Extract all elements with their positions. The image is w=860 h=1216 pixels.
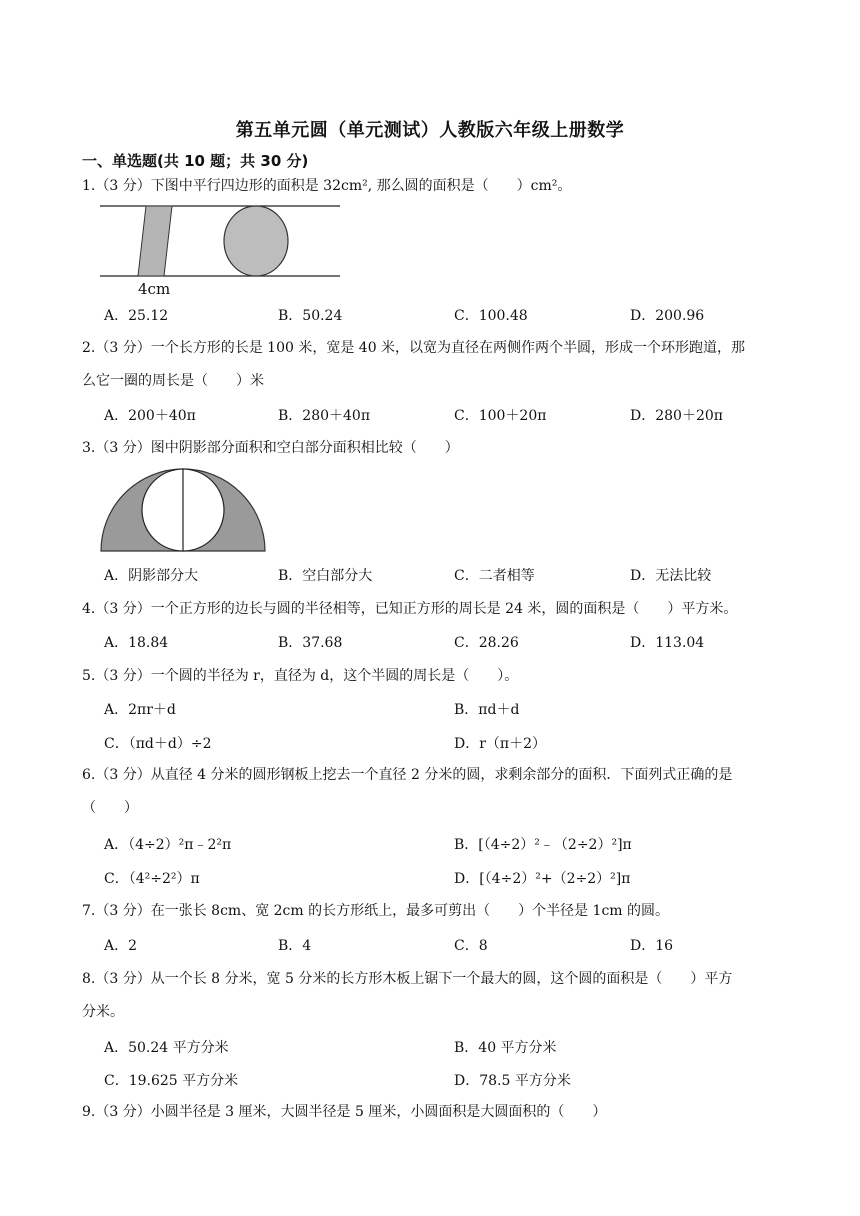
section-heading: 一、单选题(共 10 题；共 30 分) <box>82 152 309 170</box>
question-5-stem: 5.（3 分）一个圆的半径为 r，直径为 d，这个半圆的周长是（ ）。 <box>82 668 519 684</box>
question-2-stem-line-2: 么它一圈的周长是（ ）米 <box>82 373 264 389</box>
question-6-stem-line-2: （ ） <box>82 800 138 816</box>
q6-option-b[interactable]: B．[（4÷2）²﹣（2÷2）²]π <box>454 837 632 853</box>
page-title: 第五单元圆（单元测试）人教版六年级上册数学 <box>235 120 625 141</box>
q6-option-a[interactable]: A．（4÷2）²π﹣2²π <box>104 837 232 853</box>
question-3-stem: 3.（3 分）图中阴影部分面积和空白部分面积相比较（ ） <box>82 440 459 456</box>
q7-option-d[interactable]: D．16 <box>630 938 674 954</box>
q8-option-b[interactable]: B．40 平方分米 <box>454 1040 557 1056</box>
q2-option-a[interactable]: A．200＋40π <box>104 408 196 424</box>
q3-option-c[interactable]: C．二者相等 <box>454 568 535 584</box>
q6-option-d[interactable]: D．[（4÷2）²+（2÷2）²]π <box>454 871 631 887</box>
question-6-stem-line-1: 6.（3 分）从直径 4 分米的圆形钢板上挖去一个直径 2 分米的圆，求剩余部分的面积．下面列式正确的是 <box>82 767 733 783</box>
q1-option-c[interactable]: C．100.48 <box>454 308 528 324</box>
q6-option-c[interactable]: C．（4²÷2²）π <box>104 871 200 887</box>
q1-option-d[interactable]: D．200.96 <box>630 308 705 324</box>
question-2-stem-line-1: 2.（3 分）一个长方形的长是 100 米，宽是 40 米，以宽为直径在两侧作两个半圆，形成一个环形跑道，那 <box>82 340 746 356</box>
question-9-stem: 9.（3 分）小圆半径是 3 厘米，大圆半径是 5 厘米，小圆面积是大圆面积的（ ） <box>82 1104 607 1120</box>
q1-option-b[interactable]: B．50.24 <box>278 308 343 324</box>
q5-option-d[interactable]: D．r（π＋2） <box>454 736 547 752</box>
q2-option-c[interactable]: C．100＋20π <box>454 408 547 424</box>
q4-option-d[interactable]: D．113.04 <box>630 635 705 651</box>
question-1-figure <box>100 204 342 300</box>
question-8-stem-line-2: 分米。 <box>82 1004 124 1020</box>
question-8-stem-line-1: 8.（3 分）从一个长 8 分米，宽 5 分米的长方形木板上锯下一个最大的圆，这个圆的面积是（ ）平方 <box>82 971 733 987</box>
q8-option-d[interactable]: D．78.5 平方分米 <box>454 1073 571 1089</box>
q4-option-b[interactable]: B．37.68 <box>278 635 343 651</box>
q8-option-c[interactable]: C．19.625 平方分米 <box>104 1073 239 1089</box>
q3-option-d[interactable]: D．无法比较 <box>630 568 712 584</box>
question-3-figure <box>100 467 266 553</box>
question-7-stem: 7.（3 分）在一张长 8cm、宽 2cm 的长方形纸上，最多可剪出（ ）个半径是 1cm 的圆。 <box>82 903 670 919</box>
question-4-stem: 4.（3 分）一个正方形的边长与圆的半径相等，已知正方形的周长是 24 米，圆的面积是（ ）平方米。 <box>82 601 738 617</box>
q2-option-d[interactable]: D．280＋20π <box>630 408 723 424</box>
q7-option-a[interactable]: A．2 <box>104 938 138 954</box>
q5-option-a[interactable]: A．2πr＋d <box>104 702 176 718</box>
q3-option-b[interactable]: B．空白部分大 <box>278 568 373 584</box>
q7-option-b[interactable]: B．4 <box>278 938 312 954</box>
q7-option-c[interactable]: C．8 <box>454 938 488 954</box>
q1-option-a[interactable]: A．25.12 <box>104 308 169 324</box>
q5-option-b[interactable]: B．πd＋d <box>454 702 520 718</box>
question-1-stem: 1.（3 分）下图中平行四边形的面积是 32cm², 那么圆的面积是（ ）cm²。 <box>82 178 572 194</box>
q4-option-a[interactable]: A．18.84 <box>104 635 169 651</box>
q4-option-c[interactable]: C．28.26 <box>454 635 519 651</box>
q5-option-c[interactable]: C．（πd＋d）÷2 <box>104 736 212 752</box>
q8-option-a[interactable]: A．50.24 平方分米 <box>104 1040 229 1056</box>
q2-option-b[interactable]: B．280＋40π <box>278 408 371 424</box>
question-1-figure-label: 4cm <box>138 280 171 298</box>
q3-option-a[interactable]: A．阴影部分大 <box>104 568 199 584</box>
